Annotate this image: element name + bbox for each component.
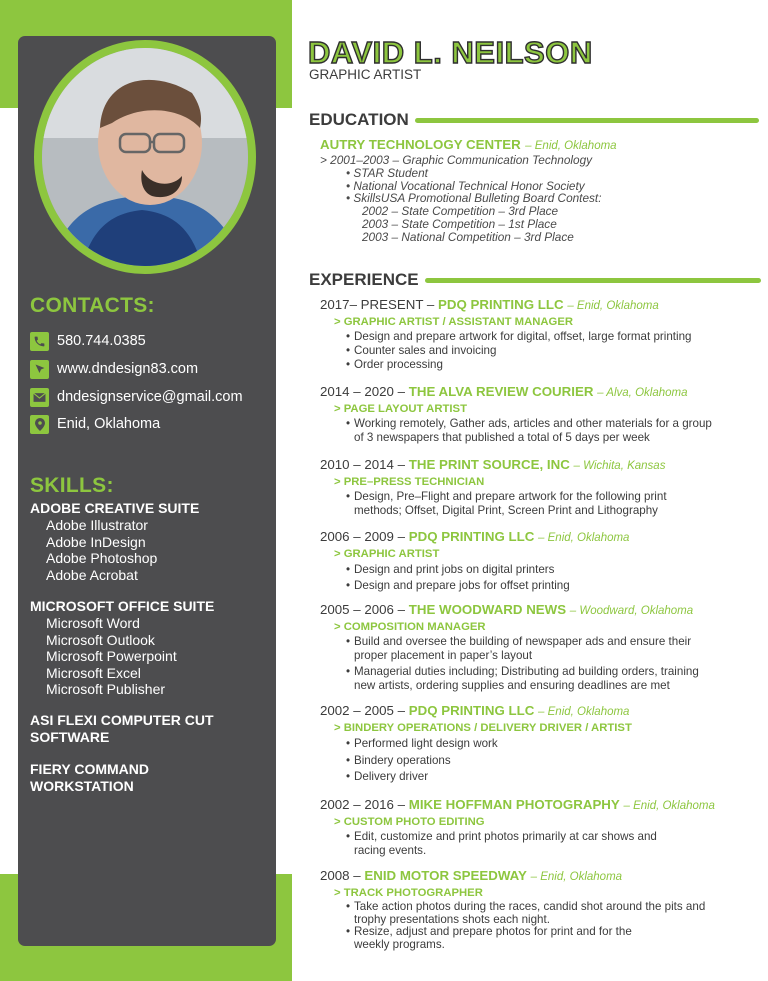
job-entry <box>320 702 760 786</box>
resume-name: DAVID L. NEILSON <box>308 35 593 70</box>
job-entry <box>320 296 760 372</box>
job-bullet: • Design and prepare artwork for digital, offset, large format printing <box>346 330 692 343</box>
job-role: > BINDERY OPERATIONS / DELIVERY DRIVER / ARTIST <box>334 722 632 734</box>
skill-item: Microsoft Powerpoint <box>46 648 177 664</box>
job-role: > CUSTOM PHOTO EDITING <box>334 816 485 828</box>
phone-icon <box>30 332 49 351</box>
skill-item: Microsoft Excel <box>46 664 141 681</box>
contact-location <box>30 414 160 434</box>
job-location: – Alva, Oklahoma <box>597 387 688 399</box>
envelope-icon <box>30 388 49 407</box>
job-company: THE PRINT SOURCE, INC <box>408 457 570 472</box>
job-dates: 2010 – 2014 – <box>320 457 406 472</box>
profile-photo <box>42 48 248 266</box>
education-entry <box>320 137 760 244</box>
edu-bullet: • SkillsUSA Promotional Bulleting Board Contest: <box>346 191 602 206</box>
skills-heading: SKILLS: <box>30 474 114 497</box>
job-bullet: • Design and print jobs on digital printers <box>346 563 555 576</box>
job-dates: 2017– PRESENT – <box>320 297 435 312</box>
job-location: – Enid, Oklahoma <box>530 871 623 883</box>
job-location: – Enid, Oklahoma <box>538 706 630 718</box>
job-bullet: • Edit, customize and print photos primarily at car shows and racing events. <box>346 830 657 857</box>
job-company: PDQ PRINTING LLC <box>408 529 535 544</box>
job-company: ENID MOTOR SPEEDWAY <box>364 868 527 883</box>
job-location: – Enid, Oklahoma <box>623 800 715 812</box>
skill-item: Microsoft Word <box>46 615 140 631</box>
job-role: > PAGE LAYOUT ARTIST <box>334 403 467 415</box>
job-dates: 2006 – 2009 – <box>320 529 406 544</box>
job-role: > GRAPHIC ARTIST <box>334 548 440 560</box>
phone-number: 580.744.0385 <box>57 333 146 349</box>
contacts-heading: CONTACTS: <box>30 294 155 317</box>
website-link: www.dndesign83.com <box>57 361 199 377</box>
skill-group <box>30 598 266 698</box>
profile-photo-frame <box>34 40 256 274</box>
job-dates: 2008 – <box>320 868 361 883</box>
job-company: THE ALVA REVIEW COURIER <box>408 384 594 399</box>
job-bullet: • Design and prepare jobs for offset printing <box>346 579 570 592</box>
job-location: – Enid, Oklahoma <box>538 532 630 544</box>
contact-phone[interactable] <box>30 331 146 351</box>
skill-item: Adobe InDesign <box>46 533 146 550</box>
job-role: > COMPOSITION MANAGER <box>334 621 486 633</box>
job-dates: 2005 – 2006 – <box>320 602 406 617</box>
map-pin-icon <box>30 415 49 434</box>
skill-group <box>30 712 230 746</box>
competition-result: 2003 – State Competition – 1st Place <box>362 216 557 231</box>
skill-item: Adobe Photoshop <box>46 550 158 566</box>
competition-result: 2002 – State Competition – 3rd Place <box>362 204 559 219</box>
job-company: PDQ PRINTING LLC <box>438 297 564 312</box>
job-location: – Enid, Oklahoma <box>567 300 659 312</box>
job-entry <box>320 867 760 951</box>
job-role: > GRAPHIC ARTIST / ASSISTANT MANAGER <box>334 316 574 328</box>
skill-item: Microsoft Publisher <box>46 681 166 697</box>
job-company: MIKE HOFFMAN PHOTOGRAPHY <box>408 797 620 812</box>
skill-group <box>30 500 266 583</box>
location-text: Enid, Oklahoma <box>57 416 161 432</box>
email-address: dndesignservice@gmail.com <box>57 389 243 405</box>
skill-group-title: MICROSOFT OFFICE SUITE <box>30 598 215 614</box>
competition-result: 2003 – National Competition – 3rd Place <box>362 229 574 244</box>
job-bullet: • Bindery operations <box>346 753 451 767</box>
education-heading-row <box>309 110 759 130</box>
skill-item: Microsoft Outlook <box>46 631 155 648</box>
skill-group-title: ADOBE CREATIVE SUITE <box>30 500 200 516</box>
job-company: PDQ PRINTING LLC <box>408 703 535 718</box>
cursor-icon <box>30 360 49 379</box>
skill-item: Adobe Illustrator <box>46 517 148 533</box>
section-divider <box>415 118 759 123</box>
job-bullet: • Build and oversee the building of newspaper ads and ensure their proper placement in paper’s layout <box>346 635 692 662</box>
job-bullet: • Counter sales and invoicing <box>346 344 497 357</box>
school-name: AUTRY TECHNOLOGY CENTER <box>320 137 521 152</box>
job-bullet: • Take action photos during the races, candid shot around the pits and trophy presentations shots each night. <box>346 900 706 926</box>
skill-group <box>30 761 190 795</box>
job-dates: 2002 – 2016 – <box>320 797 406 812</box>
edu-bullet: • National Vocational Technical Honor Society <box>346 178 585 193</box>
job-bullet: • Resize, adjust and prepare photos for print and for the weekly programs. <box>346 925 632 951</box>
job-bullet: • Working remotely, Gather ads, articles and other materials for a group of 3 newspapers that published a total of 5 days per week <box>346 417 712 444</box>
resume-job-title: GRAPHIC ARTIST <box>309 67 422 82</box>
skill-group-title: FIERY COMMAND WORKSTATION <box>30 761 149 794</box>
experience-heading-row <box>309 270 761 290</box>
job-bullet: • Design, Pre–Flight and prepare artwork for the following print methods; Offset, Digital Print, Screen Print and Lithography <box>346 490 667 517</box>
contact-email[interactable] <box>30 387 243 407</box>
job-location: – Woodward, Oklahoma <box>569 605 694 617</box>
job-bullet: • Performed light design work <box>346 737 498 750</box>
job-location: – Wichita, Kansas <box>573 460 666 472</box>
job-bullet: • Delivery driver <box>346 770 429 783</box>
job-dates: 2002 – 2005 – <box>320 703 406 718</box>
job-entry <box>320 383 760 445</box>
contact-website[interactable] <box>30 359 198 379</box>
job-entry <box>320 601 760 693</box>
experience-heading: EXPERIENCE <box>309 270 419 289</box>
skill-item: Adobe Acrobat <box>46 566 138 583</box>
school-location: – Enid, Oklahoma <box>525 140 617 152</box>
job-entry <box>320 528 760 594</box>
skill-group-title: ASI FLEXI COMPUTER CUT SOFTWARE <box>30 712 214 745</box>
section-divider <box>425 278 761 283</box>
job-bullet: • Managerial duties including; Distributing ad building orders, training new artists, ordering supplies and ensuring deadlines are met <box>346 665 699 692</box>
edu-bullet: • STAR Student <box>346 165 428 180</box>
program-line: > 2001–2003 – Graphic Communication Technology <box>320 153 593 167</box>
education-heading: EDUCATION <box>309 110 409 129</box>
job-entry <box>320 796 760 858</box>
job-company: THE WOODWARD NEWS <box>408 602 567 617</box>
job-role: > PRE–PRESS TECHNICIAN <box>334 476 485 488</box>
job-dates: 2014 – 2020 – <box>320 384 406 399</box>
job-entry <box>320 456 760 518</box>
job-bullet: • Order processing <box>346 358 443 371</box>
job-role: > TRACK PHOTOGRAPHER <box>334 887 483 899</box>
